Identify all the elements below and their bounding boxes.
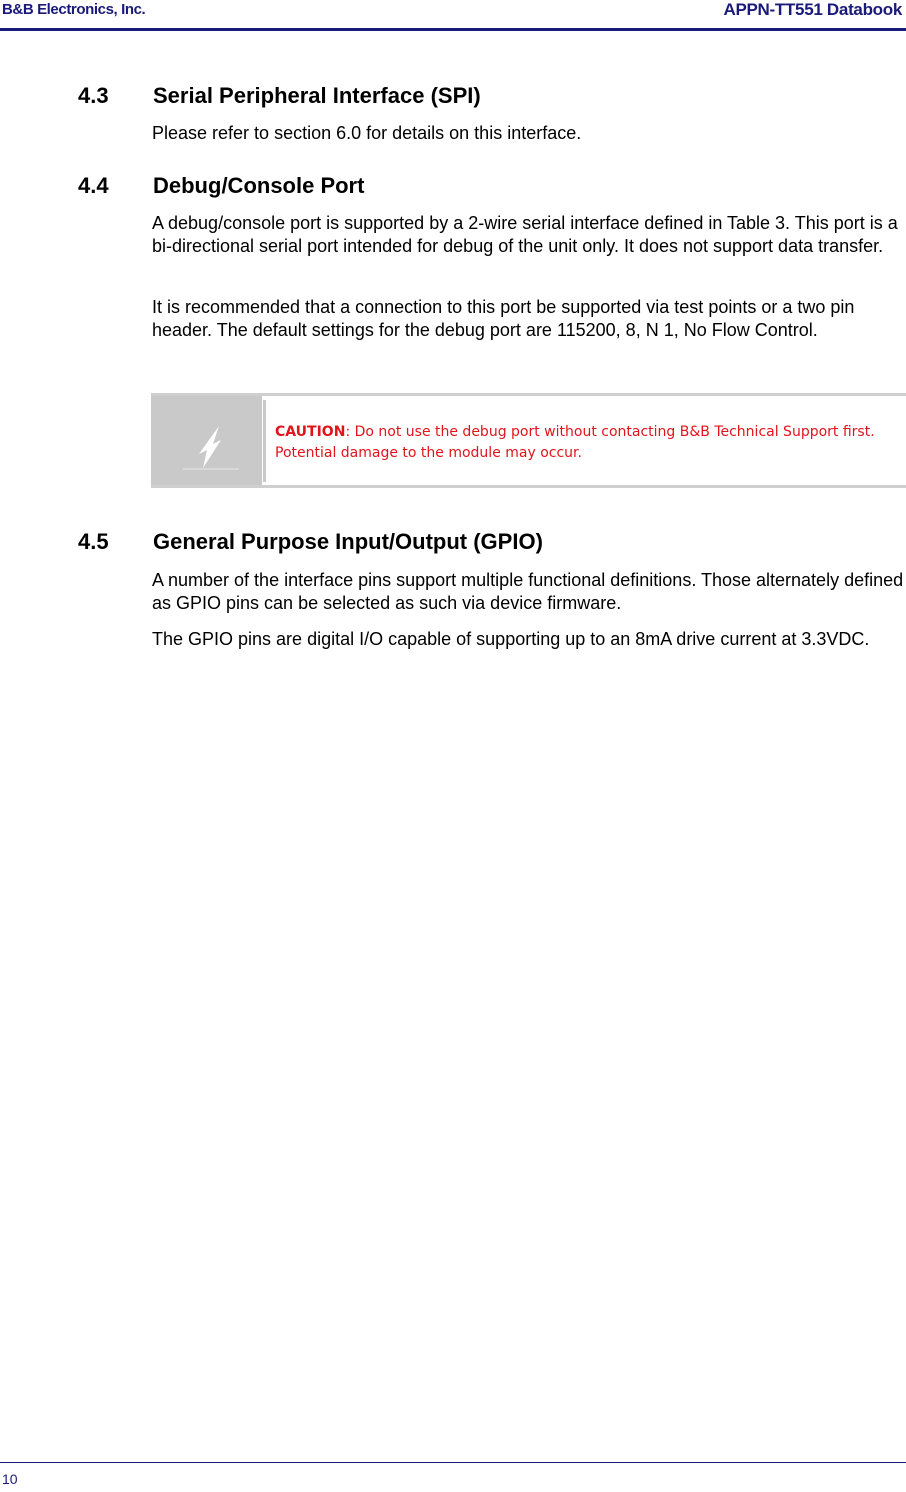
- section-paragraph: A debug/console port is supported by a 2-wire serial interface defined in Table 3. This port is a bi-directional serial port intended for debug of the unit only. It does not support data transfer.: [152, 213, 898, 256]
- caution-message: : Do not use the debug port without contacting B&B Technical Support first. Potential damage to the module may occur.: [275, 424, 875, 461]
- section-title: Serial Peripheral Interface (SPI): [153, 83, 481, 108]
- caution-icon-cell: [151, 396, 262, 485]
- section-heading-4-4: [78, 173, 364, 199]
- header-rule: [0, 28, 906, 31]
- section-paragraph: The GPIO pins are digital I/O capable of supporting up to an 8mA drive current at 3.3VDC.: [152, 629, 870, 649]
- section-number: 4.4: [78, 173, 109, 198]
- header-company: B&B Electronics, Inc.: [2, 1, 146, 18]
- section-paragraph: It is recommended that a connection to this port be supported via test points or a two pin header. The default settings for the debug port are 115200, 8, N 1, No Flow Control.: [152, 297, 855, 340]
- section-paragraph: Please refer to section 6.0 for details on this interface.: [152, 123, 582, 143]
- section-title: General Purpose Input/Output (GPIO): [153, 529, 543, 554]
- header-doc-title: APPN-TT551 Databook: [723, 0, 902, 19]
- footer-rule: [0, 1462, 906, 1463]
- footer-page-number: 10: [2, 1471, 18, 1487]
- section-heading-4-5: [78, 529, 543, 555]
- section-heading-4-3: [78, 83, 481, 109]
- section-title: Debug/Console Port: [153, 173, 365, 198]
- caution-text: [275, 422, 900, 464]
- caution-callout: [151, 393, 906, 488]
- section-paragraph: A number of the interface pins support multiple functional definitions. Those alternately defined as GPIO pins can be selected as such via device firmware.: [152, 570, 904, 613]
- section-number: 4.5: [78, 529, 109, 554]
- section-number: 4.3: [78, 83, 109, 108]
- caution-separator: [263, 400, 266, 482]
- caution-label: CAUTION: [275, 424, 346, 440]
- lightning-bolt-icon: [181, 424, 241, 472]
